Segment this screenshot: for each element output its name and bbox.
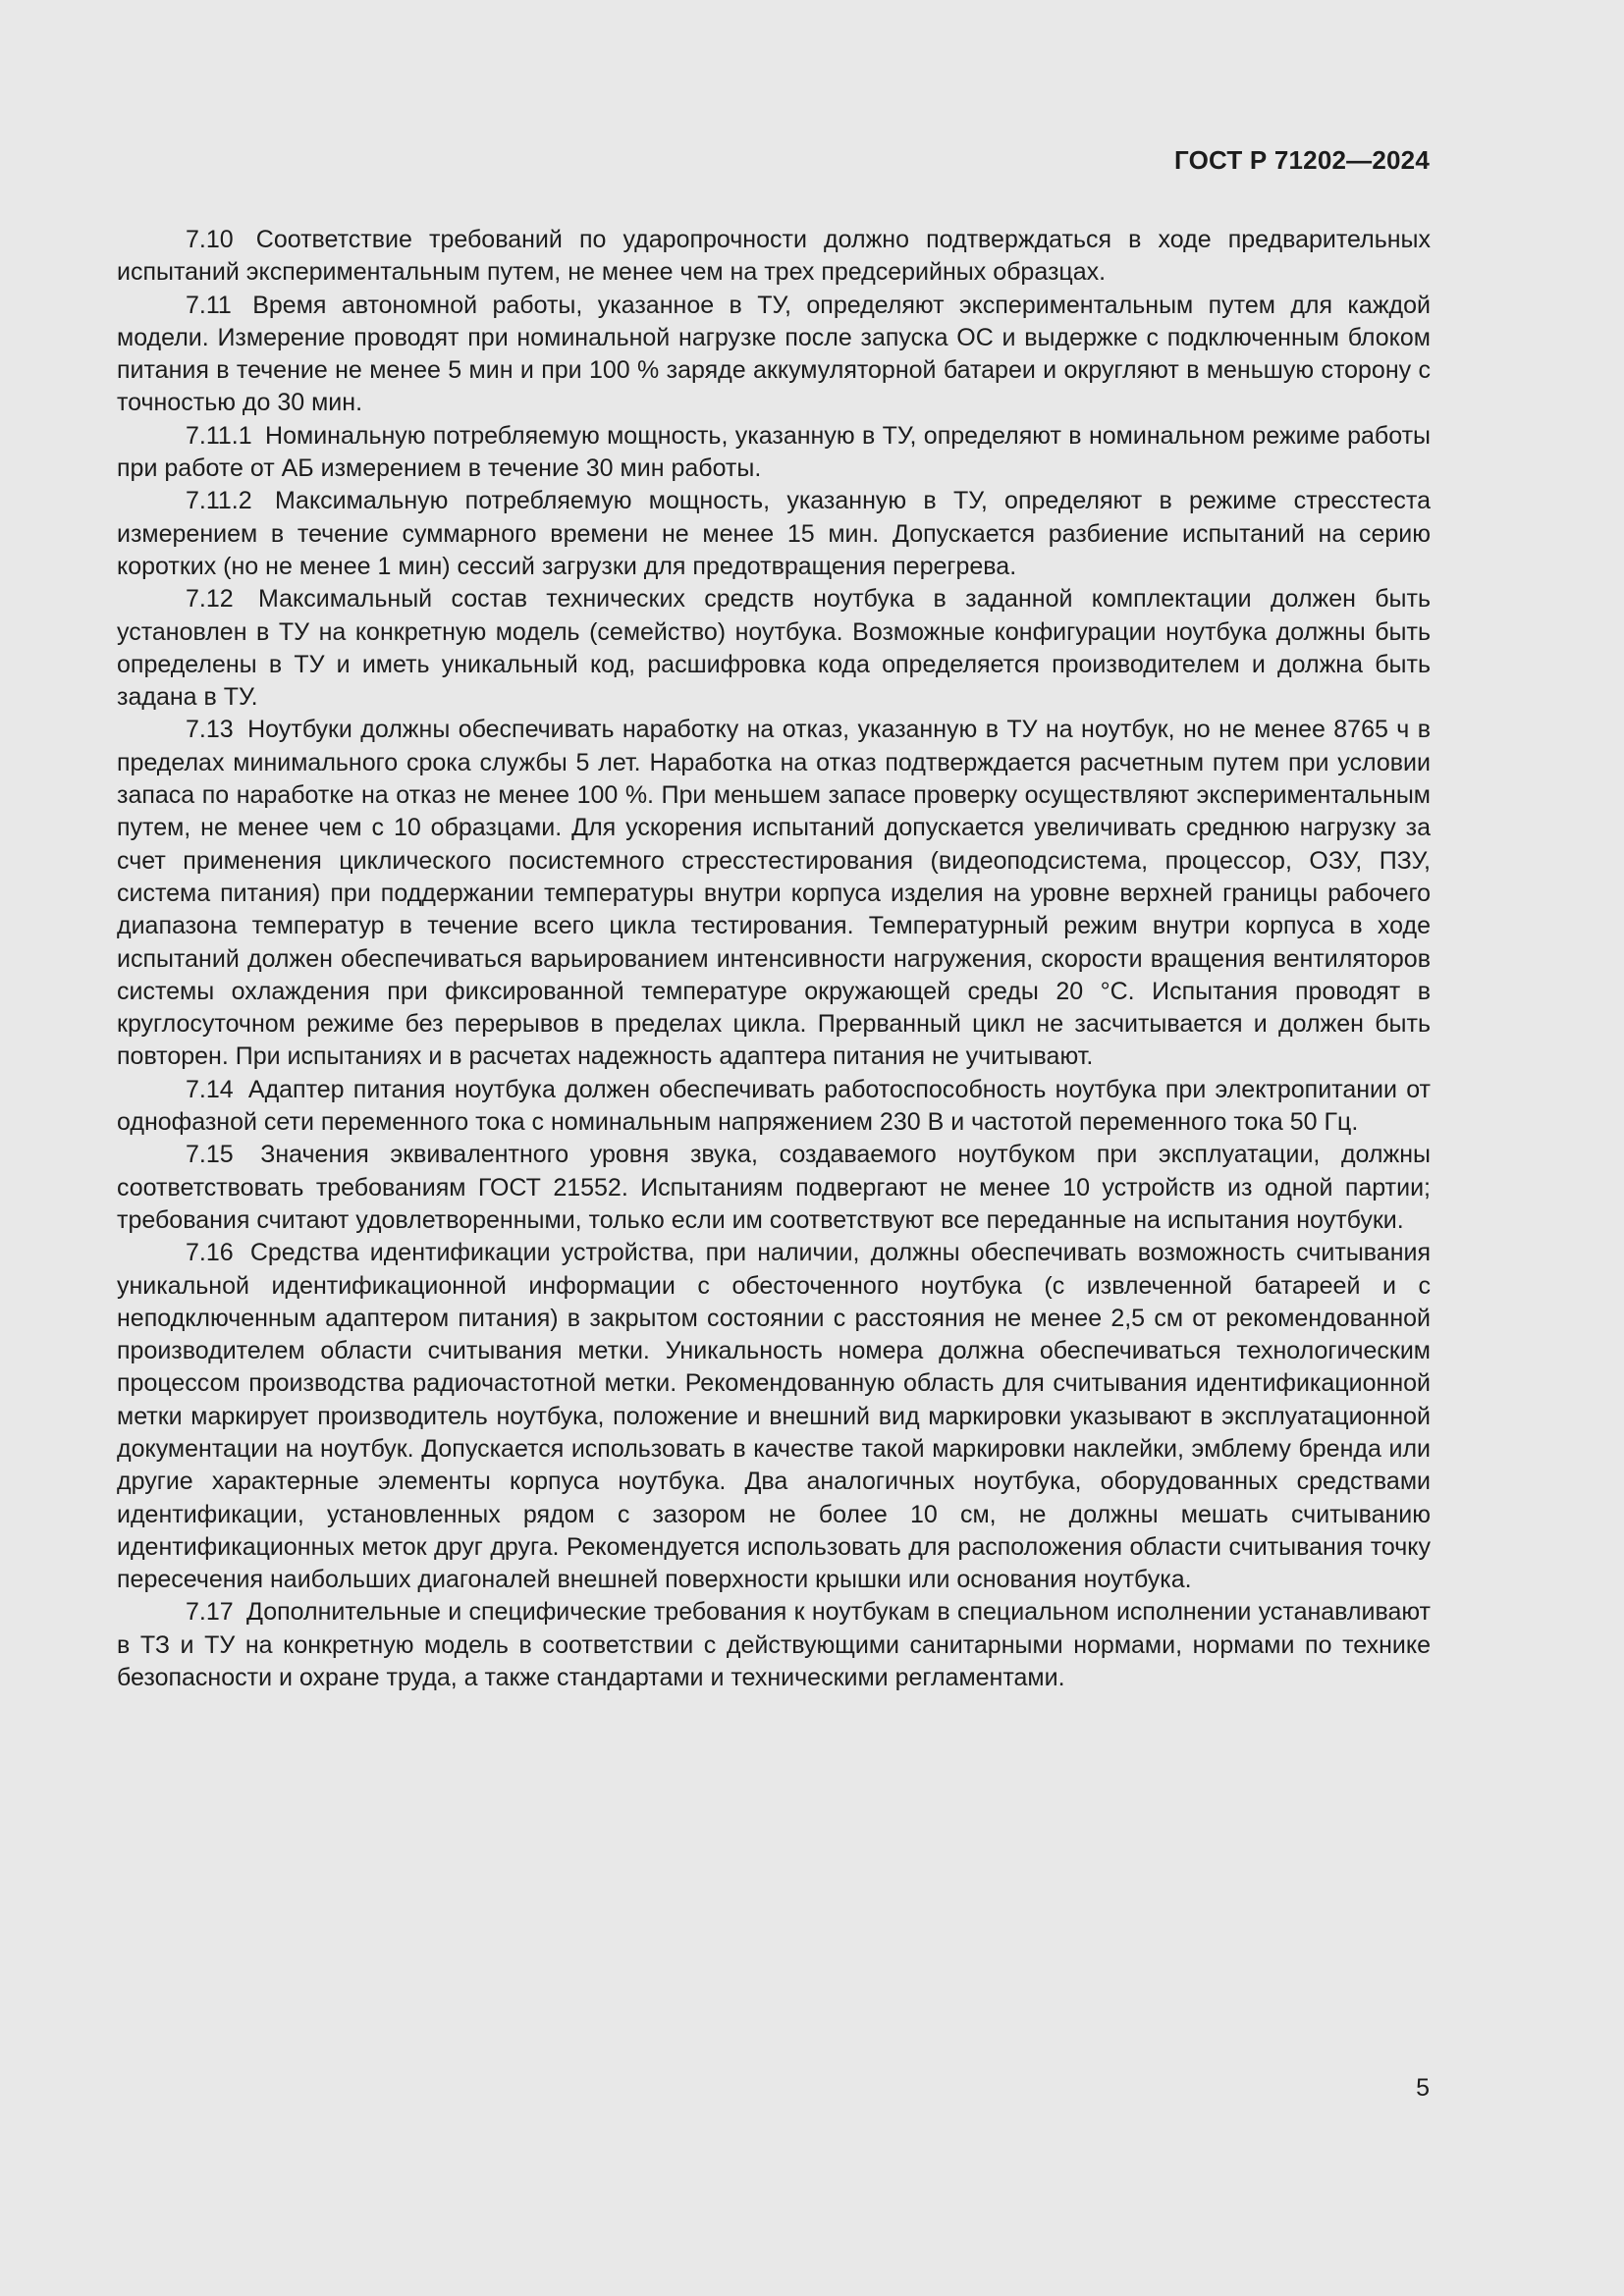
paragraph-7-14 [117, 1074, 1431, 1140]
clause-text: Значения эквивалентного уровня звука, создаваемого ноутбуком при эксплуатации, должны соответствовать требованиям ГОСТ 21552. Испытаниям подвергают не менее 10 устройств из одной партии; требования считают удовлетворенными, только если им соответствуют все переданные на испытания ноутбуки. [117, 1141, 1431, 1234]
clause-number: 7.10 [186, 226, 234, 253]
clause-text: Дополнительные и специфические требования к ноутбукам в специальном исполнении устанавливают в ТЗ и ТУ на конкретную модель в соответствии с действующими санитарными нормами, нормами по технике безопасности и охране труда, а также стандартами и техническими регламентами. [117, 1598, 1431, 1692]
clause-text: Ноутбуки должны обеспечивать наработку на отказ, указанную в ТУ на ноутбук, но не менее 8765 ч в пределах минимального срока службы 5 лет. Наработка на отказ подтверждается расчетным путем при условии запаса по наработке на отказ не менее 100 %. При меньшем запасе проверку осуществляют экспериментальным путем, не менее чем с 10 образцами. Для ускорения испытаний допускается увеличивать среднюю нагрузку за счет применения циклического посистемного стресстестирования (видеоподсистема, процессор, ОЗУ, ПЗУ, система питания) при поддержании температуры внутри корпуса изделия на уровне верхней границы рабочего диапазона температур в течение всего цикла тестирования. Температурный режим внутри корпуса в ходе испытаний должен обеспечиваться варьированием интенсивности нагружения, скорости вращения вентиляторов системы охлаждения при фиксированной температуре окружающей среды 20 °С. Испытания проводят в круглосуточном режиме без перерывов в пределах цикла. Прерванный цикл не засчитывается и должен быть повторен. При испытаниях и в расчетах надежность адаптера питания не учитывают. [117, 716, 1431, 1071]
clause-number: 7.12 [186, 585, 234, 614]
clause-number: 7.13 [186, 716, 234, 744]
clause-text: Максимальную потребляемую мощность, указанную в ТУ, определяют в режиме стресстеста измерением в течение суммарного времени не менее 15 мин. Допускается разбиение испытаний на серию коротких (но не менее 1 мин) сессий загрузки для предотвращения перегрева. [117, 487, 1431, 580]
clause-number: 7.11.1 [186, 421, 252, 450]
paragraph-7-16 [117, 1237, 1431, 1596]
paragraph-7-11-2 [117, 485, 1431, 583]
document-code-header: ГОСТ Р 71202—2024 [1174, 145, 1430, 175]
paragraph-7-11 [117, 290, 1431, 420]
clause-number: 7.16 [186, 1239, 234, 1267]
clause-text: Соответствие требований по ударопрочности должно подтверждаться в ходе предварительных испытаний экспериментальным путем, не менее чем на трех предсерийных образцах. [117, 226, 1431, 287]
clause-number: 7.11.2 [186, 487, 252, 515]
paragraph-7-12 [117, 583, 1431, 714]
paragraph-7-13 [117, 714, 1431, 1073]
clause-text: Максимальный состав технических средств ноутбука в заданной комплектации должен быть установлен в ТУ на конкретную модель (семейство) ноутбука. Возможные конфигурации ноутбука должны быть определены в ТУ и иметь уникальный код, расшифровка кода определяется производителем и должна быть задана в ТУ. [117, 585, 1432, 712]
clause-text: Время автономной работы, указанное в ТУ, определяют экспериментальным путем для каждой модели. Измерение проводят при номинальной нагрузке после запуска ОС и выдержке с подключенным блоком питания в течение не менее 5 мин и при 100 % заряде аккумуляторной батареи и округляют в меньшую сторону с точностью до 30 мин. [117, 291, 1432, 417]
clause-number: 7.17 [186, 1598, 234, 1627]
clause-number: 7.14 [186, 1075, 234, 1103]
page-number: 5 [1416, 2074, 1430, 2102]
clause-text: Адаптер питания ноутбука должен обеспечивать работоспособность ноутбука при электропитании от однофазной сети переменного тока с номинальным напряжением 230 В и частотой переменного тока 50 Гц. [117, 1075, 1432, 1137]
paragraph-7-15 [117, 1139, 1431, 1237]
clause-number: 7.11 [186, 291, 232, 319]
paragraph-7-10 [117, 224, 1431, 290]
document-body [117, 224, 1431, 1694]
paragraph-7-11-1 [117, 420, 1431, 486]
clause-text: Средства идентификации устройства, при наличии, должны обеспечивать возможность считывания уникальной идентификационной информации с обесточенного ноутбука (с извлеченной батареей и с неподключенным адаптером питания) в закрытом состоянии с расстояния не менее 2,5 см от рекомендованной производителем области считывания метки. Уникальность номера должна обеспечиваться технологическим процессом производства радиочастотной метки. Рекомендованную область для считывания идентификационной метки маркирует производитель ноутбука, положение и внешний вид маркировки указывают в эксплуатационной документации на ноутбук. Допускается использовать в качестве такой маркировки наклейки, эмблему бренда или другие характерные элементы корпуса ноутбука. Два аналогичных ноутбука, оборудованных средствами идентификации, установленных рядом с зазором не более 10 см, не должны мешать считыванию идентификационных меток друг друга. Рекомендуется использовать для расположения области считывания точку пересечения наибольших диагоналей внешней поверхности крышки или основания ноутбука. [117, 1239, 1431, 1594]
paragraph-7-17 [117, 1596, 1431, 1694]
clause-text: Номинальную потребляемую мощность, указанную в ТУ, определяют в номинальном режиме работы при работе от АБ измерением в течение 30 мин работы. [117, 421, 1432, 483]
clause-number: 7.15 [186, 1141, 234, 1169]
